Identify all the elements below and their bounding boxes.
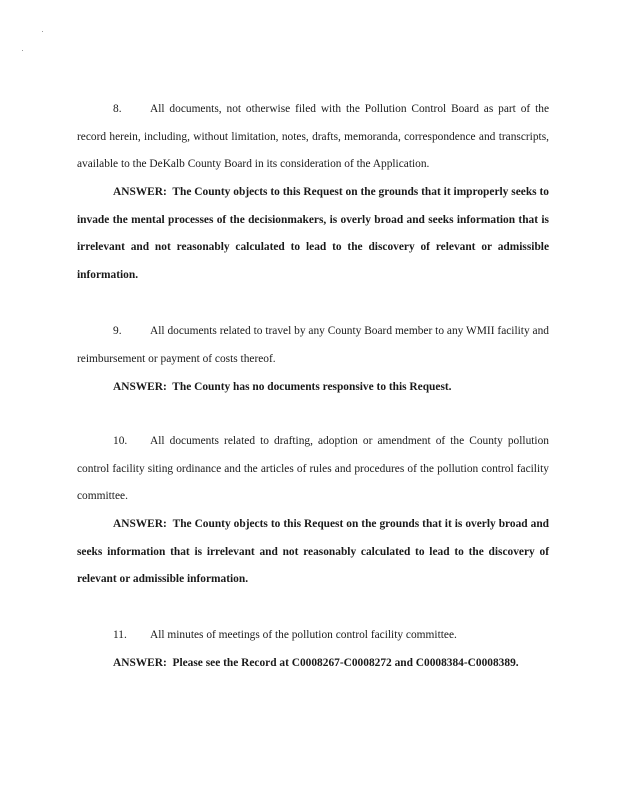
- answer-text: The County objects to this Request on the grounds that it improperly seeks to invade the mental processes of the decisionmakers, is overly broad and seeks information that is irrelevant and not reasonably calculated to lead to the discovery of relevant or admissible information.: [77, 186, 549, 281]
- answer-11: [77, 650, 549, 678]
- request-number: 9.: [113, 325, 122, 337]
- request-8: [77, 96, 549, 179]
- answer-label: ANSWER:: [113, 657, 167, 669]
- request-number: 11.: [113, 629, 127, 641]
- request-number: 10.: [113, 435, 128, 447]
- answer-label: ANSWER:: [113, 518, 167, 530]
- scan-speck: [42, 31, 43, 32]
- answer-10: [77, 511, 549, 594]
- answer-text: Please see the Record at C0008267-C0008272 and C0008384-C0008389.: [172, 657, 519, 669]
- answer-text: The County objects to this Request on the grounds that it is overly broad and seeks information that is irrelevant and not reasonably calculated to lead to the discovery of relevant or admissible information.: [77, 518, 549, 585]
- request-10: [77, 428, 549, 511]
- answer-text: The County has no documents responsive to this Request.: [172, 381, 452, 393]
- request-text: All documents related to travel by any County Board member to any WMII facility and reimbursement or payment of costs thereof.: [77, 325, 549, 365]
- scan-speck: [22, 50, 23, 51]
- answer-label: ANSWER:: [113, 186, 167, 198]
- request-number: 8.: [113, 103, 122, 115]
- request-text: All minutes of meetings of the pollution control facility committee.: [150, 629, 457, 641]
- answer-8: [77, 179, 549, 289]
- answer-label: ANSWER:: [113, 381, 167, 393]
- request-text: All documents related to drafting, adoption or amendment of the County pollution control facility siting ordinance and the articles of rules and procedures of the pollution control facility committee.: [77, 435, 549, 502]
- answer-9: [77, 374, 549, 402]
- request-9: [77, 318, 549, 373]
- request-11: [77, 622, 549, 650]
- request-text: All documents, not otherwise filed with the Pollution Control Board as part of the record herein, including, without limitation, notes, drafts, memoranda, correspondence and transcripts, available to the DeKalb County Board in its consideration of the Application.: [77, 103, 549, 170]
